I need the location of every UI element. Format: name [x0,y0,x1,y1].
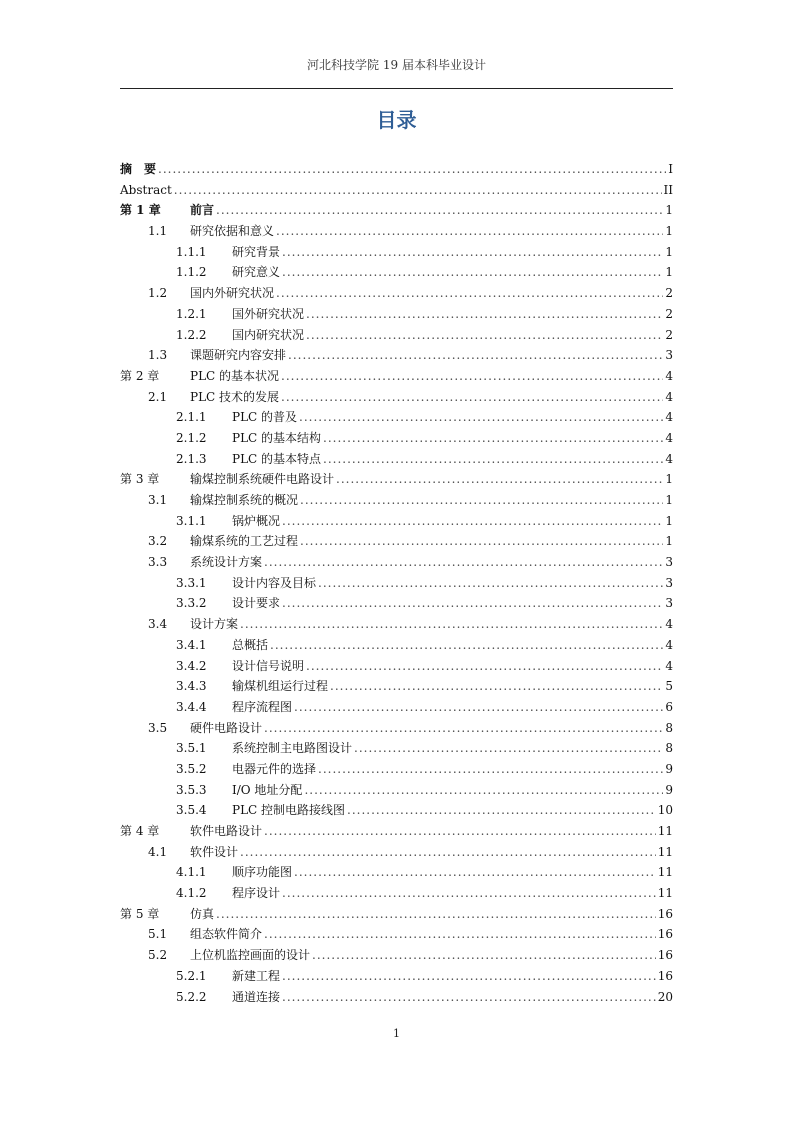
toc-entry-page: I [668,162,673,176]
toc-entry[interactable] [120,490,673,511]
toc-entry-label: 硬件电路设计 [190,720,263,735]
dot-leader [282,593,663,614]
toc-entry-number: 1.1.2 [176,265,207,280]
toc-entry-label: 上位机监控画面的设计 [190,948,311,963]
toc-entry-label: I/O 地址分配 [232,782,303,797]
dot-leader [264,718,663,739]
toc-entry-number: 5.2.1 [176,968,207,983]
toc-entry-label: 系统控制主电路图设计 [232,741,353,756]
toc-entry-label: 新建工程 [232,968,281,983]
toc-entry[interactable] [120,800,673,821]
dot-leader [306,656,663,677]
toc-entry-number: 5.2 [148,948,168,963]
dot-leader [282,262,663,283]
toc-entry[interactable] [120,449,673,470]
toc-entry[interactable] [120,511,673,532]
toc-entry[interactable] [120,262,673,283]
toc-entry[interactable] [120,697,673,718]
toc-entry-number: 4.1.2 [176,886,207,901]
toc-entry-number: 第 2 章 [120,368,160,383]
toc-entry-label: PLC 的基本状况 [190,368,280,383]
toc-entry-number: 1.1.1 [176,244,207,259]
toc-entry[interactable] [120,656,673,677]
dot-leader [323,428,663,449]
toc-entry[interactable] [120,304,673,325]
dot-leader [282,966,656,987]
toc-entry-label: 设计要求 [232,596,281,611]
toc-entry-label: 程序设计 [232,886,281,901]
toc-entry[interactable] [120,945,673,966]
toc-entry-label: 设计方案 [190,617,239,632]
toc-entry-page: 9 [665,782,673,797]
toc-entry-page: 4 [665,617,673,632]
toc-entry-label: 输煤机组运行过程 [232,679,329,694]
toc-entry[interactable] [120,180,673,201]
dot-leader [240,842,656,863]
toc-entry-page: 1 [665,203,673,218]
toc-entry[interactable] [120,469,673,490]
toc-entry-page: 16 [657,906,673,921]
toc-entry-label: 设计内容及目标 [232,575,317,590]
toc-entry[interactable] [120,387,673,408]
toc-entry-number: 3.1 [148,493,168,507]
dot-leader [299,407,663,428]
toc-entry-label: 总概括 [232,637,269,652]
toc-entry-label: 前言 [190,203,215,218]
toc-entry-number: 第 4 章 [120,824,160,838]
toc-entry-number: 1.3 [148,348,168,363]
toc-entry-page: 1 [665,513,673,528]
toc-entry-number: 3.4.3 [176,679,207,694]
toc-entry-page: 16 [657,927,673,942]
dot-leader [294,862,656,883]
dot-leader [281,366,663,387]
toc-entry[interactable] [120,407,673,428]
toc-entry-number: 3.2 [148,534,168,549]
table-of-contents [120,159,673,1007]
dot-leader [300,531,663,552]
toc-entry-page: 4 [665,410,673,425]
toc-entry-page: 10 [657,803,673,818]
toc-entry[interactable] [120,366,673,387]
toc-entry-label: 摘 要 [120,162,157,176]
toc-entry-number: 3.5.4 [176,803,207,818]
toc-entry-label: 输煤系统的工艺过程 [190,534,299,549]
toc-entry-label: PLC 的普及 [232,410,298,425]
toc-entry-number: 3.3.2 [176,596,207,611]
page-header: 河北科技学院 19 届本科毕业设计 [307,58,486,72]
dot-leader [270,635,663,656]
toc-entry-label: 通道连接 [232,989,281,1004]
toc-entry-page: 3 [665,596,673,611]
toc-entry[interactable] [120,635,673,656]
toc-entry-page: 4 [665,389,673,404]
toc-entry-number: 3.3 [148,555,168,570]
toc-entry-label: 输煤控制系统硬件电路设计 [190,472,335,487]
toc-entry[interactable] [120,531,673,552]
toc-entry-page: 9 [665,761,673,776]
dot-leader [281,387,663,408]
dot-leader [318,573,663,594]
dot-leader [240,614,663,635]
dot-leader [276,221,663,242]
toc-entry-label: 仿真 [190,906,215,921]
toc-entry-number: 1.1 [148,224,168,239]
toc-entry-label: 顺序功能图 [232,865,293,880]
toc-entry-number: 4.1 [148,844,168,859]
toc-entry-number: 2.1.2 [176,430,207,445]
dot-leader [347,800,656,821]
toc-entry-number: 第 3 章 [120,472,160,487]
toc-entry-page: 1 [665,244,673,259]
dot-leader [336,469,663,490]
toc-entry-number: 3.4.4 [176,699,207,714]
toc-entry-number: 第 1 章 [120,203,161,218]
dot-leader [282,987,656,1008]
toc-entry-page: 1 [665,265,673,280]
dot-leader [318,759,663,780]
toc-entry-page: 8 [665,741,673,756]
toc-entry-number: 3.5.2 [176,761,207,776]
toc-entry-number: 3.1.1 [176,513,207,528]
toc-entry[interactable] [120,780,673,801]
dot-leader [354,738,663,759]
toc-entry-number: 1.2.2 [176,327,207,342]
toc-entry-page: 1 [665,493,673,507]
toc-entry[interactable] [120,738,673,759]
toc-entry-page: 20 [657,989,673,1004]
dot-leader [288,345,663,366]
toc-entry-page: 4 [665,430,673,445]
toc-entry-page: 4 [665,368,673,383]
toc-entry-number: 3.3.1 [176,575,207,590]
dot-leader [282,511,663,532]
toc-entry[interactable] [120,573,673,594]
toc-entry-page: 2 [665,327,673,342]
toc-entry-label: 国内外研究状况 [190,286,275,301]
toc-entry-page: 4 [665,451,673,466]
dot-leader [330,676,663,697]
toc-entry-label: 程序流程图 [232,699,293,714]
toc-entry-page: 2 [665,286,673,301]
toc-entry-page: 11 [657,865,673,880]
dot-leader [216,904,656,925]
toc-entry-page: 4 [665,658,673,673]
toc-entry[interactable] [120,759,673,780]
toc-entry[interactable] [120,718,673,739]
toc-entry-label: 国外研究状况 [232,306,305,321]
toc-entry[interactable] [120,842,673,863]
toc-entry[interactable] [120,614,673,635]
dot-leader [216,200,663,221]
toc-entry-label: 设计信号说明 [232,658,305,673]
toc-entry-page: 2 [665,306,673,321]
dot-leader [304,780,663,801]
toc-entry[interactable] [120,904,673,925]
toc-entry-number: 3.4.2 [176,658,207,673]
toc-entry-label: 锅炉概况 [232,513,281,528]
toc-entry-page: 8 [665,720,673,735]
toc-entry-label: PLC 技术的发展 [190,389,280,404]
dot-leader [312,945,656,966]
toc-entry-page: 1 [665,224,673,239]
toc-entry-number: 1.2.1 [176,306,207,321]
toc-entry-label: PLC 控制电路接线图 [232,803,346,818]
toc-entry-page: 3 [665,555,673,570]
toc-entry-page: 16 [657,968,673,983]
toc-entry[interactable] [120,345,673,366]
toc-entry-page: II [663,182,673,197]
dot-leader [158,159,666,180]
toc-entry[interactable] [120,676,673,697]
toc-entry[interactable] [120,552,673,573]
toc-entry-label: PLC 的基本特点 [232,451,322,466]
toc-entry[interactable] [120,883,673,904]
toc-title: 目录 [376,108,417,132]
dot-leader [264,821,656,842]
header-divider [120,88,673,89]
toc-entry-page: 11 [657,886,673,901]
toc-entry-label: 输煤控制系统的概况 [190,493,299,507]
dot-leader [300,490,663,511]
toc-entry-number: 5.2.2 [176,989,207,1004]
toc-entry-number: 2.1.1 [176,410,207,425]
dot-leader [174,180,662,201]
toc-entry[interactable] [120,593,673,614]
toc-entry-page: 1 [665,472,673,487]
toc-entry-number: 2.1 [148,389,168,404]
toc-entry-page: 5 [665,679,673,694]
toc-entry-page: 6 [665,699,673,714]
toc-entry-number: 2.1.3 [176,451,207,466]
toc-entry-number: 5.1 [148,927,168,942]
toc-entry[interactable] [120,221,673,242]
toc-entry-page: 1 [665,534,673,549]
toc-entry-number: 3.4 [148,617,168,632]
toc-entry-label: 课题研究内容安排 [190,348,287,363]
toc-entry-page: 16 [657,948,673,963]
toc-entry[interactable] [120,924,673,945]
dot-leader [294,697,663,718]
toc-entry-number: 4.1.1 [176,865,207,880]
toc-entry[interactable] [120,283,673,304]
dot-leader [282,883,656,904]
toc-entry-label: 国内研究状况 [232,327,305,342]
toc-entry[interactable] [120,966,673,987]
toc-entry-label: 组态软件简介 [190,927,263,942]
toc-entry-label: 软件设计 [190,844,239,859]
toc-entry-label: 研究意义 [232,265,281,280]
dot-leader [264,552,663,573]
dot-leader [282,242,663,263]
toc-entry[interactable] [120,821,673,842]
dot-leader [306,325,663,346]
toc-entry-label: 软件电路设计 [190,824,263,838]
toc-entry-label: PLC 的基本结构 [232,430,322,445]
toc-entry[interactable] [120,242,673,263]
toc-entry-label: Abstract [120,182,172,197]
toc-entry-label: 研究背景 [232,244,281,259]
toc-entry-page: 11 [657,844,673,859]
dot-leader [306,304,663,325]
toc-entry[interactable] [120,862,673,883]
toc-entry[interactable] [120,325,673,346]
toc-entry-number: 3.5.1 [176,741,207,756]
toc-entry-page: 3 [665,575,673,590]
toc-entry-label: 系统设计方案 [190,555,263,570]
toc-entry[interactable] [120,428,673,449]
toc-entry[interactable] [120,159,673,180]
toc-entry-number: 3.5.3 [176,782,207,797]
toc-entry-number: 第 5 章 [120,906,160,921]
toc-entry[interactable] [120,200,673,221]
toc-entry-page: 11 [657,824,673,838]
toc-entry[interactable] [120,987,673,1008]
toc-entry-page: 3 [665,348,673,363]
toc-entry-number: 1.2 [148,286,168,301]
dot-leader [323,449,663,470]
dot-leader [276,283,663,304]
page-number: 1 [393,1027,400,1040]
dot-leader [264,924,656,945]
toc-entry-label: 研究依据和意义 [190,224,275,239]
toc-entry-number: 3.4.1 [176,637,207,652]
toc-entry-label: 电器元件的选择 [232,761,317,776]
toc-entry-number: 3.5 [148,720,168,735]
toc-entry-page: 4 [665,637,673,652]
